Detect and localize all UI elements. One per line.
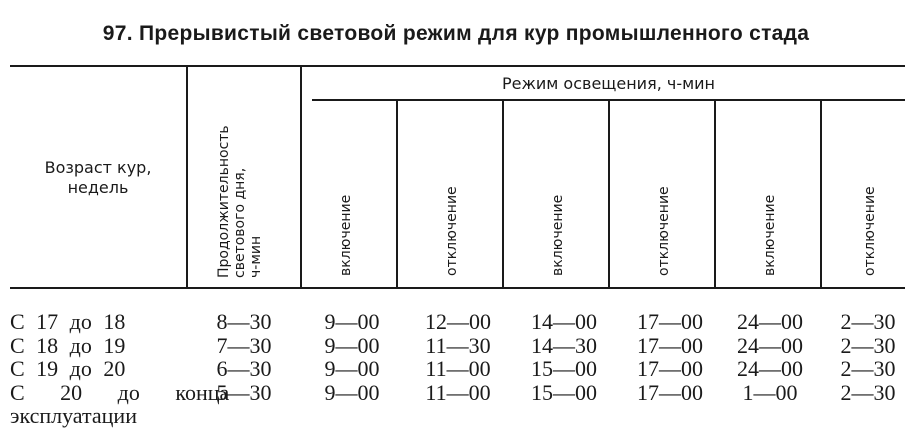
subcol-header: включение xyxy=(762,194,778,276)
value-cell: 9—00 xyxy=(324,356,380,381)
value-cell: 15—00 xyxy=(531,356,597,381)
value-cell: 17—00 xyxy=(637,380,703,405)
value-cell: 9—00 xyxy=(324,333,380,358)
subcol-header: отключение xyxy=(444,186,460,276)
age-cell: С 17 до 18 xyxy=(10,309,126,334)
age-cell: С 20 до конца xyxy=(10,380,230,405)
value-cell: 9—00 xyxy=(324,380,380,405)
column-divider xyxy=(300,66,302,287)
age-cell: С 19 до 20 xyxy=(10,356,126,381)
column-divider xyxy=(396,100,398,287)
duration-header xyxy=(216,72,264,278)
value-cell: 14—30 xyxy=(531,333,597,358)
value-cell: 2—30 xyxy=(840,309,896,334)
lighting-mode-header: Режим освещения, ч-мин xyxy=(501,74,716,93)
value-cell: 11—30 xyxy=(425,333,491,358)
column-divider xyxy=(820,100,822,287)
column-divider xyxy=(714,100,716,287)
value-cell: 14—00 xyxy=(531,309,597,334)
value-cell: 2—30 xyxy=(840,356,896,381)
duration-cell: 5—30 xyxy=(216,380,272,405)
value-cell: 17—00 xyxy=(637,333,703,358)
duration-header-line-1: Продолжительность xyxy=(216,125,232,278)
column-divider xyxy=(502,100,504,287)
age-header-line-1: Возраст кур, xyxy=(44,158,152,177)
subcol-header: включение xyxy=(550,194,566,276)
value-cell: 15—00 xyxy=(531,380,597,405)
column-divider xyxy=(186,66,188,287)
value-cell: 11—00 xyxy=(425,356,491,381)
value-cell: 24—00 xyxy=(737,333,803,358)
age-cell-continuation: эксплуатации xyxy=(10,403,137,428)
table-top-rule xyxy=(10,65,905,67)
value-cell: 1—00 xyxy=(742,380,798,405)
subcol-header: включение xyxy=(338,194,354,276)
value-cell: 9—00 xyxy=(324,309,380,334)
column-divider xyxy=(608,100,610,287)
duration-cell: 7—30 xyxy=(216,333,272,358)
value-cell: 24—00 xyxy=(737,309,803,334)
duration-cell: 6—30 xyxy=(216,356,272,381)
value-cell: 12—00 xyxy=(425,309,491,334)
age-header-line-2: недель xyxy=(67,178,129,197)
age-header xyxy=(14,158,182,198)
duration-header-line-2: светового дня, xyxy=(232,167,248,278)
value-cell: 17—00 xyxy=(637,356,703,381)
value-cell: 2—30 xyxy=(840,380,896,405)
duration-header-line-3: ч-мин xyxy=(248,235,264,278)
subcol-header: отключение xyxy=(656,186,672,276)
value-cell: 24—00 xyxy=(737,356,803,381)
value-cell: 2—30 xyxy=(840,333,896,358)
header-bottom-rule xyxy=(10,287,905,289)
duration-cell: 8—30 xyxy=(216,309,272,334)
table-title: 97. Прерывистый световой режим для кур промышленного стада xyxy=(102,22,810,45)
value-cell: 11—00 xyxy=(425,380,491,405)
age-cell: С 18 до 19 xyxy=(10,333,126,358)
subcol-header: отключение xyxy=(862,186,878,276)
value-cell: 17—00 xyxy=(637,309,703,334)
